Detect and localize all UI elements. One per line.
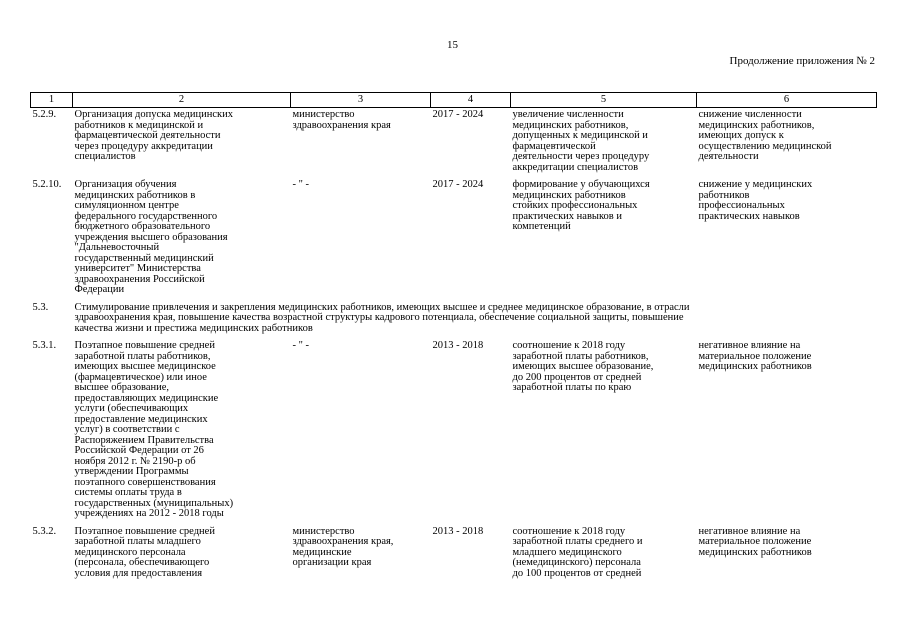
column-header-5: 5	[511, 93, 697, 108]
column-header-1: 1	[31, 93, 73, 108]
period-text: 2013 - 2018	[432, 525, 484, 537]
table-row	[31, 339, 877, 525]
table-row	[31, 108, 877, 179]
result-text: соотношение к 2018 году заработной платы среднего и младшего медицинского (немедицинского) персонала до 100 процентов от средней	[512, 525, 643, 579]
consequence-text: негативное влияние на материальное положение медицинских работников	[698, 340, 812, 372]
executor-text: - " -	[292, 340, 310, 351]
executor-text: министерство здравоохранения края	[292, 109, 391, 131]
section-title: Стимулирование привлечения и закрепления медицинских работников, имеющих высшее и среднее медицинское образование, в отрасли здравоохранения края, повышение качества возрастной структуры кадрового потенциала, обеспечение социальной защиты, повышение качества жизни и престижа медицинских работников	[74, 301, 690, 334]
period-text: 2017 - 2024	[432, 179, 484, 190]
measure-text: Поэтапное повышение средней заработной платы работников, имеющих высшее медицинское (фармацевтическое) или иное высшее образование, предоставляющих медицинские услуги (обеспечивающих предоставление медицинских услуг) в соответствии с Распоряжением Правительства Российской Федерации от 26 ноября 2012 г. № 2190-р об утверждении Программы поэтапного совершенствования системы оплаты труда в государственных (муниципальных) учреждениях на 2012 - 2018 годы	[74, 340, 234, 519]
column-header-6: 6	[697, 93, 877, 108]
row-number: 5.3.1.	[32, 340, 57, 351]
appendix-continuation-label: Продолжение приложения № 2	[729, 55, 875, 67]
consequence-text: снижение численности медицинских работников, имеющих допуск к осуществлению медицинской деятельности	[698, 109, 832, 162]
table-header-row	[31, 93, 877, 108]
section-row	[31, 301, 877, 340]
measures-table	[30, 92, 877, 584]
executor-text: - " -	[292, 179, 310, 190]
row-number: 5.3.2.	[32, 525, 57, 537]
measure-text: Организация обучения медицинских работников в симуляционном центре федерального государственного бюджетного образовательного учреждения высшего образования "Дальневосточный государственный медицинский университет" Министерства здравоохранения Российской Федерации	[74, 179, 228, 295]
result-text: соотношение к 2018 году заработной платы работников, имеющих высшее образование, до 200 процентов от средней заработной платы по краю	[512, 340, 654, 393]
executor-text: министерство здравоохранения края, медицинские организации края	[292, 525, 394, 568]
measure-text: Организация допуска медицинских работников к медицинской и фармацевтической деятельности через процедуру аккредитации специалистов	[74, 109, 234, 162]
consequence-text: негативное влияние на материальное положение медицинских работников	[698, 525, 812, 558]
page-number: 15	[447, 39, 458, 51]
row-number: 5.2.10.	[32, 179, 62, 190]
column-header-4: 4	[431, 93, 511, 108]
measure-text: Поэтапное повышение средней заработной платы младшего медицинского персонала (персонала, обеспечивающего условия для предоставления	[74, 525, 215, 579]
row-number: 5.2.9.	[32, 109, 57, 120]
column-header-3: 3	[291, 93, 431, 108]
table-row	[31, 178, 877, 301]
result-text: формирование у обучающихся медицинских работников стойких профессиональных практических навыков и компетенций	[512, 179, 650, 232]
column-header-2: 2	[73, 93, 291, 108]
section-number: 5.3.	[32, 301, 49, 313]
period-text: 2013 - 2018	[432, 340, 484, 351]
result-text: увеличение численности медицинских работников, допущенных к медицинской и фармацевтической деятельности через процедуру аккредитации специалистов	[512, 109, 650, 173]
period-text: 2017 - 2024	[432, 109, 484, 120]
consequence-text: снижение у медицинских работников профессиональных практических навыков	[698, 179, 813, 222]
table-row	[31, 525, 877, 585]
